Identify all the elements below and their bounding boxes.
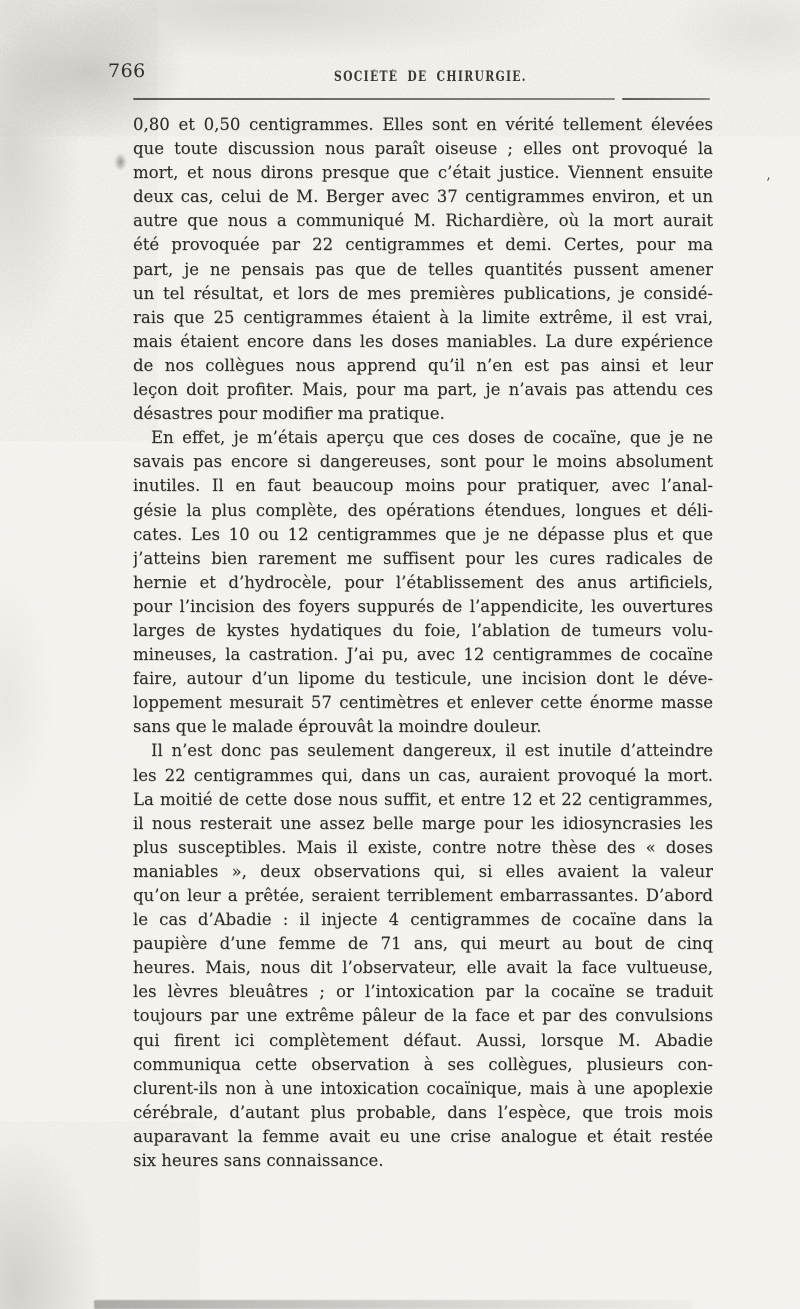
- text-line: savais pas encore si dangereuses, sont pour le moins absolument: [133, 452, 713, 472]
- text-line: autre que nous a communiqué M. Richardière, où la mort aurait: [133, 211, 713, 231]
- text-line: les 22 centigrammes qui, dans un cas, auraient provoqué la mort.: [133, 765, 713, 785]
- text-line: deux cas, celui de M. Berger avec 37 centigrammes environ, et un: [133, 187, 713, 207]
- paragraph: [133, 739, 713, 1173]
- paragraph: [133, 113, 713, 426]
- text-line: part, je ne pensais pas que de telles quantités pussent amener: [133, 259, 713, 279]
- page-text: [133, 113, 713, 1173]
- text-line: gésie la plus complète, des opérations étendues, longues et déli-: [133, 500, 713, 520]
- text-line: de nos collègues nous apprend qu’il n’en est pas ainsi et leur: [133, 355, 713, 375]
- text-line: cates. Les 10 ou 12 centigrammes que je ne dépasse plus et que: [133, 524, 713, 544]
- text-line: que toute discussion nous paraît oiseuse ; elles ont provoqué la: [133, 139, 713, 159]
- text-line: plus susceptibles. Mais il existe, contre notre thèse des « doses: [133, 837, 713, 857]
- paragraph: [133, 426, 713, 739]
- text-line: 0,80 et 0,50 centigrammes. Elles sont en vérité tellement élevées: [133, 115, 713, 134]
- text-line: sans que le malade éprouvât la moindre douleur.: [133, 717, 542, 737]
- text-line: La moitié de cette dose nous suffit, et entre 12 et 22 centigrammes,: [133, 789, 713, 809]
- stray-ink-mark: ’: [766, 176, 771, 192]
- scan-shadow: [94, 1300, 692, 1309]
- text-line: leçon doit profiter. Mais, pour ma part, je n’avais pas attendu ces: [133, 380, 713, 400]
- header-rule: [133, 98, 615, 100]
- text-line: six heures sans connaissance.: [133, 1151, 384, 1171]
- text-line: cérébrale, d’autant plus probable, dans l’espèce, que trois mois: [133, 1102, 713, 1122]
- text-line: En effet, je m’étais aperçu que ces doses de cocaïne, que je ne: [151, 428, 713, 448]
- text-line: communiqua cette observation à ses collègues, plusieurs con-: [133, 1054, 713, 1074]
- text-line: paupière d’une femme de 71 ans, qui meurt au bout de cinq: [133, 934, 713, 954]
- text-line: maniables », deux observations qui, si elles avaient la valeur: [133, 861, 713, 881]
- text-line: toujours par une extrême pâleur de la face et par des convulsions: [133, 1006, 713, 1026]
- text-line: qu’on leur a prêtée, seraient terriblement embarrassantes. D’abord: [133, 886, 713, 905]
- text-line: Il n’est donc pas seulement dangereux, il est inutile d’atteindre: [151, 741, 713, 761]
- text-line: il nous resterait une assez belle marge pour les idiosyncrasies les: [133, 813, 713, 833]
- header-rule-short: [622, 98, 710, 100]
- text-line: loppement mesurait 57 centimètres et enlever cette énorme masse: [133, 693, 713, 713]
- text-line: mineuses, la castration. J’ai pu, avec 12 centigrammes de cocaïne: [133, 645, 713, 665]
- text-line: le cas d’Abadie : il injecte 4 centigrammes de cocaïne dans la: [133, 910, 713, 930]
- text-line: larges de kystes hydatiques du foie, l’ablation de tumeurs volu-: [133, 620, 713, 640]
- text-line: clurent-ils non à une intoxication cocaïnique, mais à une apoplexie: [133, 1078, 713, 1098]
- ink-smudge: [114, 153, 127, 171]
- running-title: [334, 66, 575, 85]
- text-line: les lèvres bleuâtres ; or l’intoxication par la cocaïne se traduit: [133, 982, 713, 1002]
- text-line: auparavant la femme avait eu une crise analogue et était restée: [133, 1126, 713, 1146]
- text-line: pour l’incision des foyers suppurés de l’appendicite, les ouvertures: [133, 596, 713, 616]
- text-line: qui firent ici complètement défaut. Aussi, lorsque M. Abadie: [133, 1030, 713, 1050]
- text-line: un tel résultat, et lors de mes premières publications, je considé-: [133, 283, 713, 303]
- text-line: faire, autour d’un lipome du testicule, une incision dont le déve-: [133, 669, 713, 689]
- text-line: mais étaient encore dans les doses maniables. La dure expérience: [133, 331, 713, 351]
- text-line: rais que 25 centigrammes étaient à la limite extrême, il est vrai,: [133, 307, 713, 327]
- text-line: hernie et d’hydrocèle, pour l’établissement des anus artificiels,: [133, 572, 713, 592]
- text-line: heures. Mais, nous dit l’observateur, elle avait la face vultueuse,: [133, 958, 713, 978]
- text-line: été provoquée par 22 centigrammes et demi. Certes, pour ma: [133, 235, 713, 255]
- text-line: mort, et nous dirons presque que c’était justice. Viennent ensuite: [133, 163, 713, 183]
- page-number: 766: [108, 60, 146, 82]
- running-title-text: SOCIÉTÉ DE CHIRURGIE.: [334, 69, 527, 85]
- text-line: inutiles. Il en faut beaucoup moins pour pratiquer, avec l’anal-: [133, 476, 713, 496]
- text-line: j’atteins bien rarement me suffisent pour les cures radicales de: [133, 548, 713, 568]
- text-line: désastres pour modifier ma pratique.: [133, 404, 445, 424]
